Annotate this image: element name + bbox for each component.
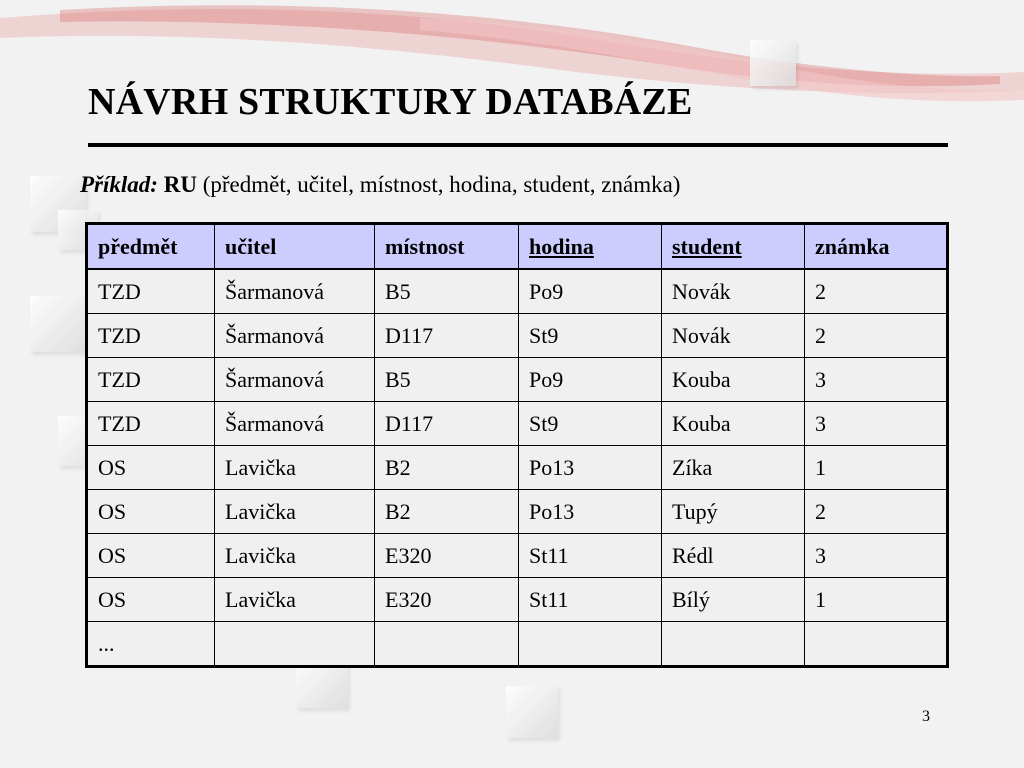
table-cell: Šarmanová — [215, 314, 375, 358]
relation-attributes: (předmět, učitel, místnost, hodina, student, známka) — [202, 172, 681, 197]
table-cell: 2 — [805, 490, 948, 534]
table-cell: B2 — [375, 446, 519, 490]
decorative-square — [750, 40, 796, 86]
table-row — [87, 446, 948, 490]
table-cell: E320 — [375, 578, 519, 622]
table-row — [87, 490, 948, 534]
table-cell: 2 — [805, 269, 948, 314]
table-cell: Zíka — [662, 446, 805, 490]
table-cell: Šarmanová — [215, 269, 375, 314]
table-cell: B5 — [375, 358, 519, 402]
decorative-square — [30, 296, 86, 352]
table-cell: B2 — [375, 490, 519, 534]
table-cell: OS — [87, 490, 215, 534]
table-cell: TZD — [87, 314, 215, 358]
header-cell: předmět — [87, 224, 215, 270]
table-cell — [519, 622, 662, 667]
table-cell: Lavička — [215, 490, 375, 534]
table-row — [87, 578, 948, 622]
table-cell: St9 — [519, 314, 662, 358]
page-number: 3 — [922, 708, 930, 725]
table-cell: St11 — [519, 534, 662, 578]
decorative-square — [506, 686, 558, 738]
table-cell: 3 — [805, 402, 948, 446]
table-cell: 2 — [805, 314, 948, 358]
title-underline-rule — [88, 143, 948, 147]
table-cell: 1 — [805, 578, 948, 622]
table-cell: Šarmanová — [215, 358, 375, 402]
header-cell-key: student — [662, 224, 805, 270]
table-cell: TZD — [87, 358, 215, 402]
table-cell: TZD — [87, 269, 215, 314]
table-cell: 1 — [805, 446, 948, 490]
table-cell: Novák — [662, 269, 805, 314]
table-cell: OS — [87, 446, 215, 490]
header-cell: známka — [805, 224, 948, 270]
table-cell — [805, 622, 948, 667]
table-cell: D117 — [375, 314, 519, 358]
header-cell: učitel — [215, 224, 375, 270]
header-cell: místnost — [375, 224, 519, 270]
table-cell: Kouba — [662, 358, 805, 402]
table-cell: B5 — [375, 269, 519, 314]
table-row — [87, 622, 948, 667]
relation-table — [85, 222, 949, 668]
table-cell: Bílý — [662, 578, 805, 622]
table-row — [87, 269, 948, 314]
slide-title: NÁVRH STRUKTURY DATABÁZE — [88, 81, 693, 123]
table-cell: Lavička — [215, 446, 375, 490]
table-cell: ... — [87, 622, 215, 667]
table-header-row — [87, 224, 948, 270]
relation-name: RU — [163, 172, 197, 197]
header-cell-key: hodina — [519, 224, 662, 270]
table-cell: Po13 — [519, 446, 662, 490]
table-row — [87, 314, 948, 358]
table-cell: Kouba — [662, 402, 805, 446]
table-cell: St9 — [519, 402, 662, 446]
table-cell: 3 — [805, 534, 948, 578]
table-cell: Tupý — [662, 490, 805, 534]
table-cell: Novák — [662, 314, 805, 358]
table-cell: TZD — [87, 402, 215, 446]
table-cell: Šarmanová — [215, 402, 375, 446]
table-row — [87, 402, 948, 446]
table-cell: Lavička — [215, 578, 375, 622]
table-cell — [375, 622, 519, 667]
table-cell: 3 — [805, 358, 948, 402]
table-cell: Po9 — [519, 358, 662, 402]
table-cell — [662, 622, 805, 667]
table-cell: D117 — [375, 402, 519, 446]
table-cell: OS — [87, 534, 215, 578]
table-cell: OS — [87, 578, 215, 622]
table-row — [87, 358, 948, 402]
example-line — [80, 172, 680, 198]
table-cell: Po13 — [519, 490, 662, 534]
table-cell: St11 — [519, 578, 662, 622]
table-cell — [215, 622, 375, 667]
table-cell: Rédl — [662, 534, 805, 578]
table-cell: E320 — [375, 534, 519, 578]
example-label: Příklad: — [80, 172, 158, 197]
table-cell: Lavička — [215, 534, 375, 578]
table-row — [87, 534, 948, 578]
table-cell: Po9 — [519, 269, 662, 314]
